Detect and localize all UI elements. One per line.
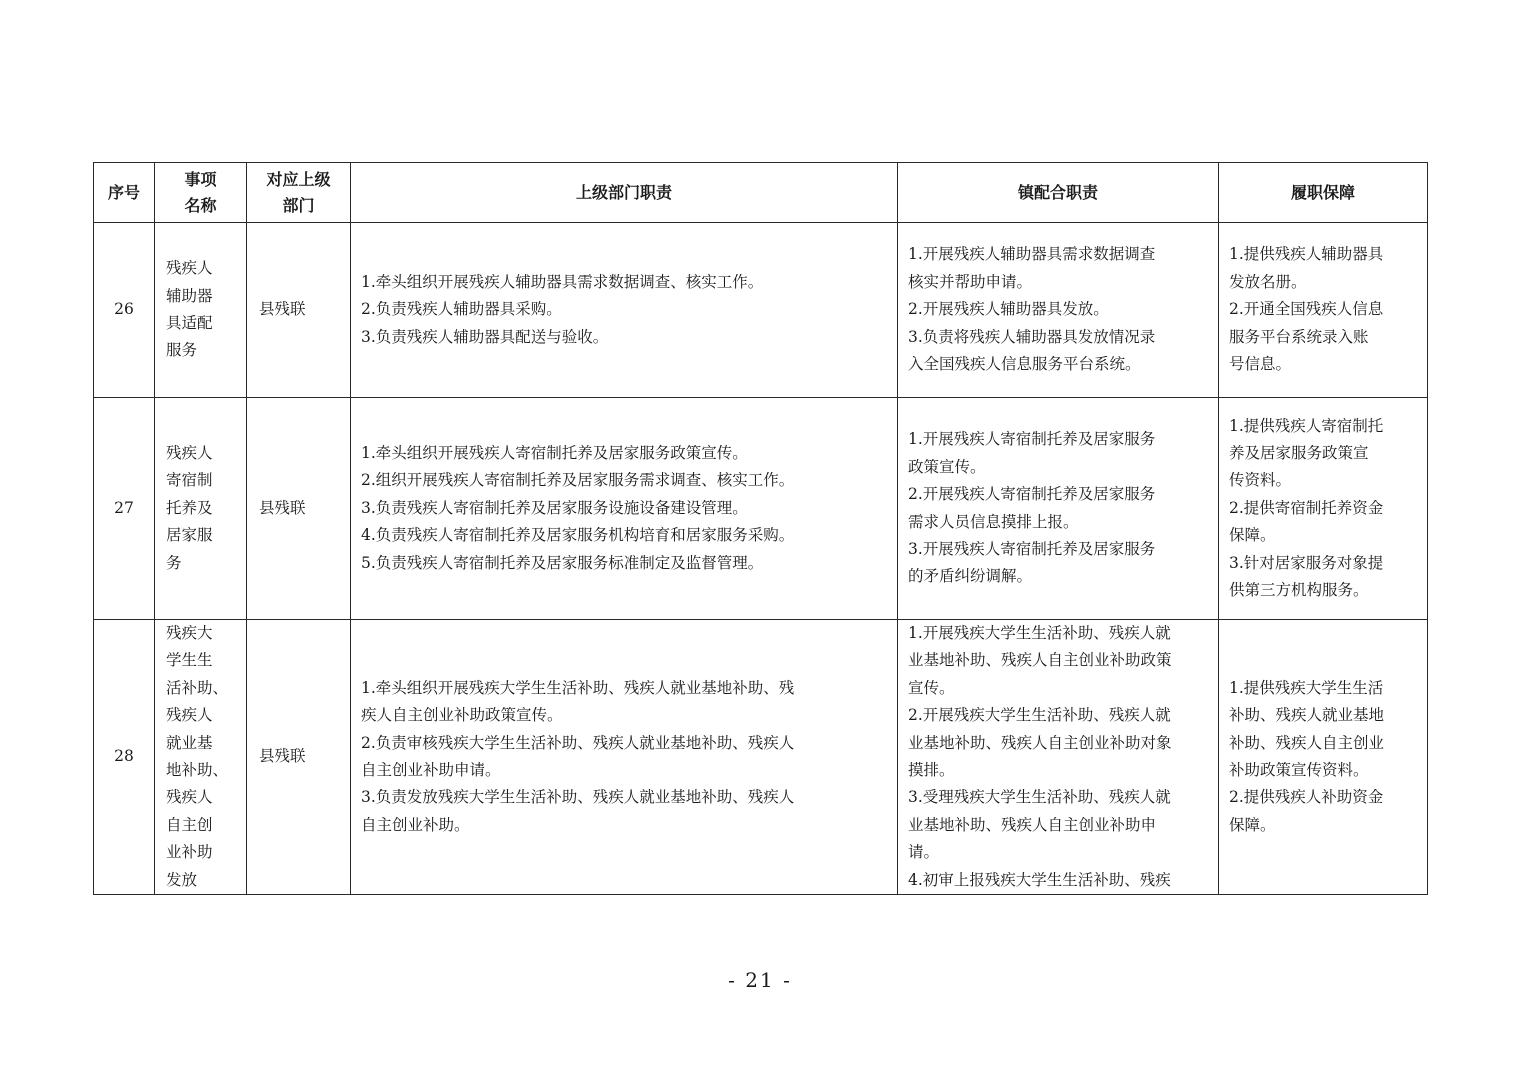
item-name-line: 就业基 (166, 733, 213, 752)
item-name-line: 寄宿制 (166, 471, 213, 490)
town-duty-cell (898, 223, 1219, 398)
upper-duty-cell (351, 223, 898, 398)
guarantee-line: 号信息。 (1229, 355, 1292, 374)
town-duty-line: 核实并帮助申请。 (908, 272, 1033, 291)
town-duty-line: 2.开展残疾大学生生活补助、残疾人就 (908, 706, 1171, 725)
guarantee-line: 2.提供残疾人补助资金 (1229, 788, 1384, 807)
row-number: 27 (94, 398, 155, 620)
guarantee-line: 2.开通全国残疾人信息 (1229, 300, 1384, 319)
guarantee-line: 1.提供残疾大学生生活 (1229, 678, 1384, 697)
header-town-duty: 镇配合职责 (898, 163, 1219, 223)
guarantee-line: 保障。 (1229, 526, 1276, 545)
upper-duty-line: 疾人自主创业补助政策宣传。 (361, 706, 563, 725)
town-duty-line: 2.开展残疾人寄宿制托养及居家服务 (908, 485, 1156, 504)
guarantee-line: 3.针对居家服务对象提 (1229, 553, 1384, 572)
item-name-line: 残疾人 (166, 706, 213, 725)
upper-department: 县残联 (247, 398, 351, 620)
item-name-line: 学生生 (166, 651, 213, 670)
header-guarantee: 履职保障 (1219, 163, 1428, 223)
upper-duty-line: 4.负责残疾人寄宿制托养及居家服务机构培育和居家服务采购。 (361, 526, 795, 545)
town-duty-line: 2.开展残疾人辅助器具发放。 (908, 300, 1109, 319)
town-duty-cell (898, 620, 1219, 895)
town-duty-line: 业基地补助、残疾人自主创业补助申 (908, 815, 1157, 834)
upper-duty-line: 2.负责残疾人辅助器具采购。 (361, 300, 562, 319)
guarantee-line: 发放名册。 (1229, 272, 1307, 291)
guarantee-line: 补助政策宣传资料。 (1229, 761, 1369, 780)
item-name-line: 服务 (166, 341, 198, 360)
town-duty-cell (898, 398, 1219, 620)
upper-duty-cell (351, 398, 898, 620)
row-number: 28 (94, 620, 155, 895)
town-duty-line: 1.开展残疾大学生生活补助、残疾人就 (908, 624, 1171, 642)
item-name-line: 残疾人 (166, 259, 213, 278)
town-duty-line: 需求人员信息摸排上报。 (908, 512, 1079, 531)
item-name-line: 活补助、 (166, 678, 229, 697)
item-name-line: 残疾人 (166, 788, 213, 807)
guarantee-line: 补助、残疾人自主创业 (1229, 733, 1385, 752)
guarantee-cell (1219, 223, 1428, 398)
header-upper-duty: 上级部门职责 (351, 163, 898, 223)
upper-department: 县残联 (247, 223, 351, 398)
upper-duty-line: 3.负责残疾人寄宿制托养及居家服务设施设备建设管理。 (361, 498, 748, 517)
item-name (155, 223, 247, 398)
item-name-line: 发放 (166, 870, 198, 889)
town-duty-line: 业基地补助、残疾人自主创业补助政策 (908, 651, 1172, 670)
guarantee-line: 传资料。 (1229, 471, 1292, 490)
town-duty-line: 业基地补助、残疾人自主创业补助对象 (908, 733, 1172, 752)
item-name-line: 务 (166, 553, 182, 572)
guarantee-line: 2.提供寄宿制托养资金 (1229, 498, 1384, 517)
guarantee-line: 养及居家服务政策宣 (1229, 443, 1369, 462)
guarantee-line: 供第三方机构服务。 (1229, 581, 1369, 600)
upper-duty-cell (351, 620, 898, 895)
guarantee-line: 保障。 (1229, 815, 1276, 834)
item-name-line: 居家服 (166, 526, 213, 545)
table-row (94, 620, 1428, 895)
header-name-line: 事项 (184, 169, 217, 189)
town-duty-line: 政策宣传。 (908, 457, 986, 476)
town-duty-line: 请。 (908, 843, 940, 862)
town-duty-line: 1.开展残疾人辅助器具需求数据调查 (908, 245, 1156, 264)
item-name-line: 托养及 (166, 498, 213, 517)
item-name-line: 具适配 (166, 314, 213, 332)
upper-duty-line: 3.负责残疾人辅助器具配送与验收。 (361, 327, 609, 346)
upper-duty-line: 2.负责审核残疾大学生生活补助、残疾人就业基地补助、残疾人 (361, 733, 795, 752)
town-duty-line: 4.初审上报残疾大学生生活补助、残疾 (908, 870, 1171, 889)
row-number: 26 (94, 223, 155, 398)
guarantee-line: 服务平台系统录入账 (1229, 327, 1369, 346)
duty-table (93, 162, 1428, 895)
upper-duty-line: 自主创业补助。 (361, 815, 470, 834)
upper-duty-line: 2.组织开展残疾人寄宿制托养及居家服务需求调查、核实工作。 (361, 471, 795, 490)
guarantee-cell (1219, 398, 1428, 620)
upper-duty-line: 3.负责发放残疾大学生生活补助、残疾人就业基地补助、残疾人 (361, 788, 795, 807)
header-dept-line: 部门 (282, 195, 315, 215)
town-duty-line: 3.开展残疾人寄宿制托养及居家服务 (908, 539, 1156, 558)
header-no: 序号 (94, 163, 155, 223)
table-row (94, 398, 1428, 620)
item-name-line: 地补助、 (166, 761, 229, 780)
guarantee-line: 补助、残疾人就业基地 (1229, 706, 1385, 725)
guarantee-line: 1.提供残疾人寄宿制托 (1229, 416, 1384, 435)
item-name-line: 残疾人 (166, 443, 213, 462)
town-duty-line: 3.受理残疾大学生生活补助、残疾人就 (908, 788, 1171, 807)
page-number: - 21 - (728, 968, 792, 992)
item-name (155, 398, 247, 620)
town-duty-clip (908, 620, 1210, 892)
table-header-row (94, 163, 1428, 223)
town-duty-line: 的矛盾纠纷调解。 (908, 567, 1033, 586)
upper-duty-line: 5.负责残疾人寄宿制托养及居家服务标准制定及监督管理。 (361, 553, 764, 572)
town-duty-line: 3.负责将残疾人辅助器具发放情况录 (908, 327, 1156, 346)
item-name (155, 620, 247, 895)
item-name-line: 残疾大 (166, 624, 213, 642)
item-name-line: 辅助器 (166, 286, 213, 305)
header-dept (247, 163, 351, 223)
item-name-line: 自主创 (166, 815, 213, 834)
town-duty-line: 摸排。 (908, 761, 955, 780)
header-name (155, 163, 247, 223)
guarantee-line: 1.提供残疾人辅助器具 (1229, 245, 1384, 264)
item-name-line: 业补助 (166, 843, 213, 862)
upper-duty-line: 1.牵头组织开展残疾大学生生活补助、残疾人就业基地补助、残 (361, 678, 795, 697)
town-duty-line: 入全国残疾人信息服务平台系统。 (908, 355, 1141, 374)
header-dept-line: 对应上级 (266, 169, 331, 189)
header-name-line: 名称 (184, 195, 217, 215)
table-row (94, 223, 1428, 398)
town-duty-line: 宣传。 (908, 678, 955, 697)
upper-department: 县残联 (247, 620, 351, 895)
upper-duty-line: 1.牵头组织开展残疾人寄宿制托养及居家服务政策宣传。 (361, 443, 748, 462)
guarantee-cell (1219, 620, 1428, 895)
town-duty-line: 1.开展残疾人寄宿制托养及居家服务 (908, 430, 1156, 449)
upper-duty-line: 1.牵头组织开展残疾人辅助器具需求数据调查、核实工作。 (361, 272, 764, 291)
upper-duty-line: 自主创业补助申请。 (361, 761, 501, 780)
